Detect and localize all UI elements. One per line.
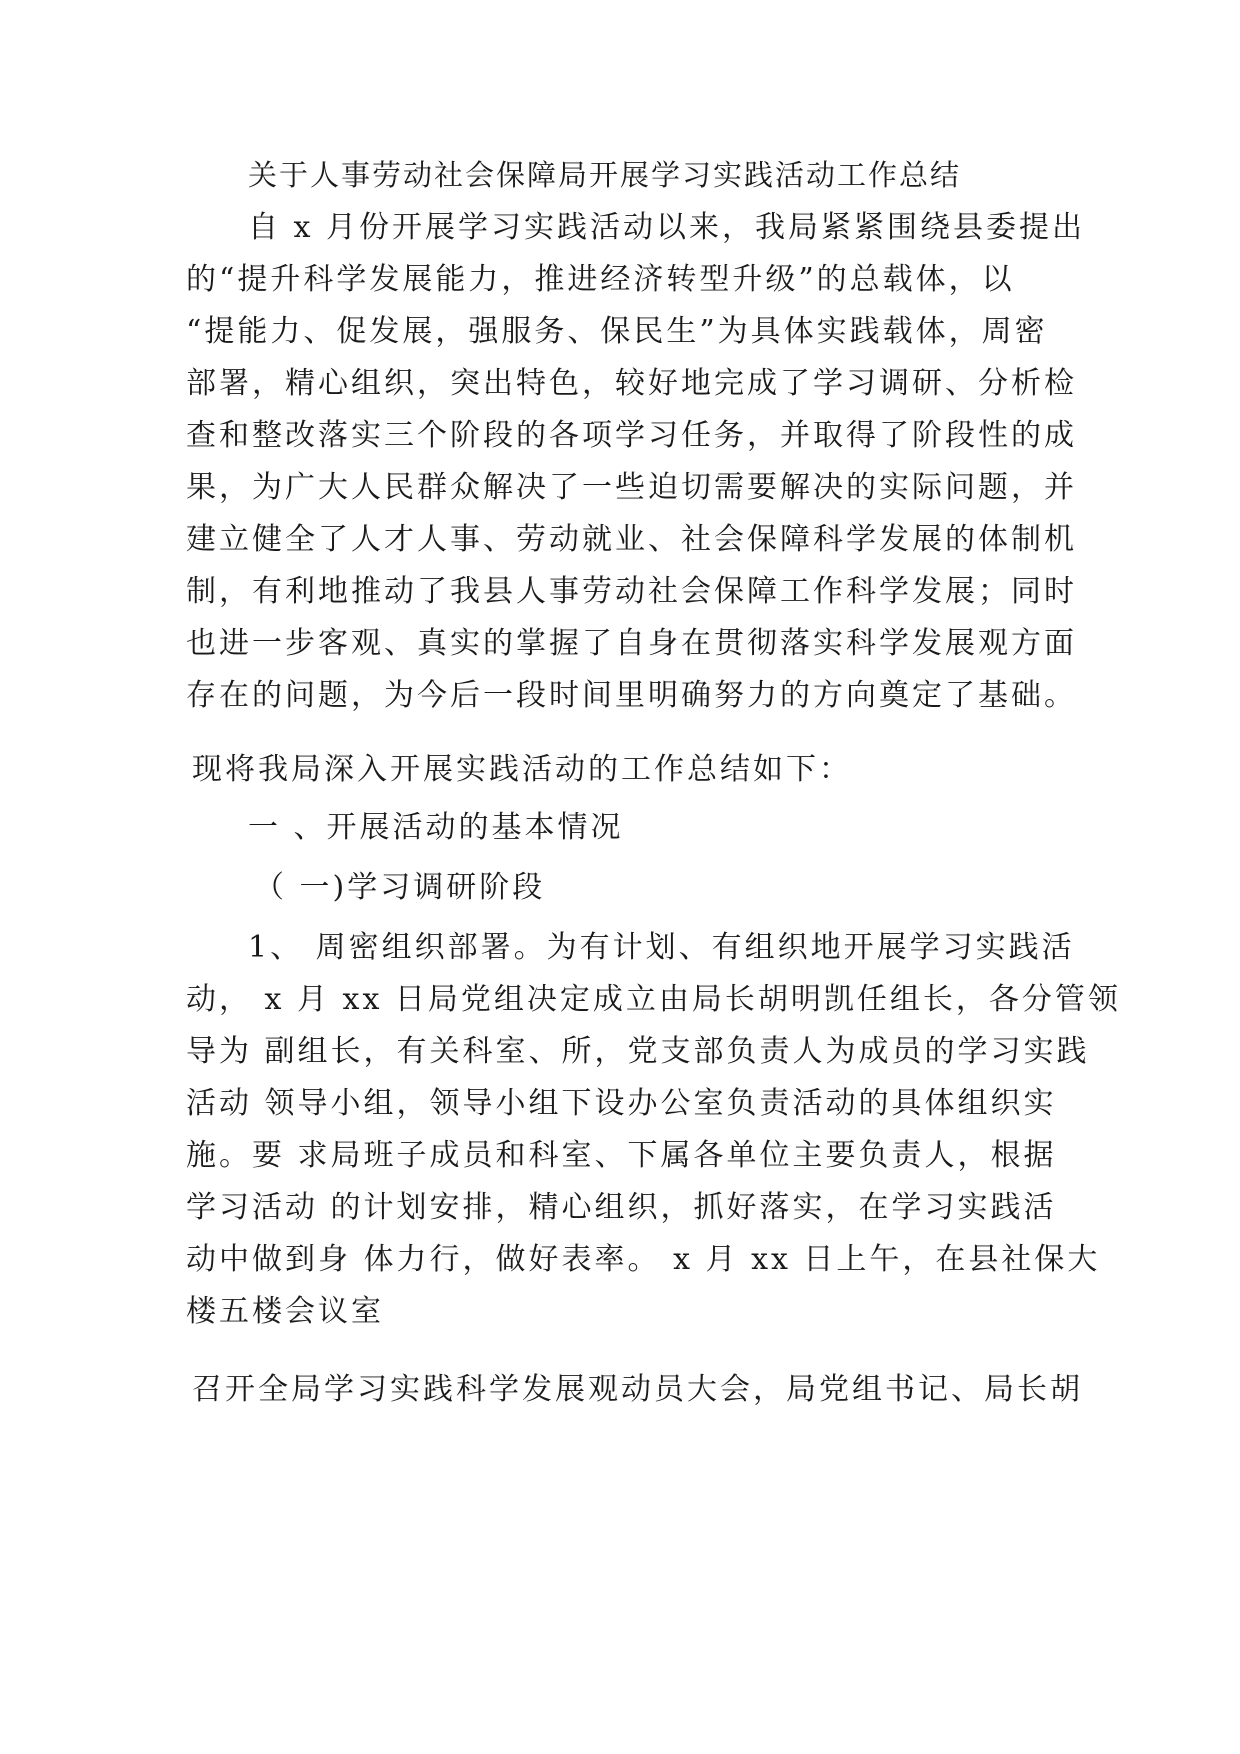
- paragraph1-line: 存在的问题，为今后一段时间里明确努力的方向奠定了基础。: [186, 678, 1077, 713]
- section-heading: 一 、开展活动的基本情况: [248, 810, 624, 845]
- document-title: 关于人事劳动社会保障局开展学习实践活动工作总结: [248, 158, 962, 192]
- paragraph2-line: 活动 领导小组，领导小组下设办公室负责活动的具体组织实: [186, 1086, 1057, 1121]
- paragraph1-line: “提能力、促发展，强服务、保民生”为具体实践载体，周密: [186, 314, 1048, 349]
- paragraph1-line: 的“提升科学发展能力，推进经济转型升级”的总载体，以: [186, 262, 1015, 297]
- paragraph2-line: 动中做到身 体力行，做好表率。 x 月 xx 日上午，在县社保大: [186, 1242, 1101, 1277]
- paragraph2-line: 导为 副组长，有关科室、所，党支部负责人为成员的学习实践: [186, 1034, 1090, 1069]
- paragraph1-line: 查和整改落实三个阶段的各项学习任务，并取得了阶段性的成: [186, 418, 1077, 453]
- paragraph1-line: 部署，精心组织，突出特色，较好地完成了学习调研、分析检: [186, 366, 1077, 401]
- subsection-heading: （ 一)学习调研阶段: [254, 870, 546, 905]
- paragraph2-line: 1、 周密组织部署。为有计划、有组织地开展学习实践活: [248, 930, 1075, 965]
- paragraph2-line: 楼五楼会议室: [186, 1294, 384, 1329]
- paragraph1-line: 果，为广大人民群众解决了一些迫切需要解决的实际问题，并: [186, 470, 1077, 505]
- paragraph2-line: 施。要 求局班子成员和科室、下属各单位主要负责人，根据: [186, 1138, 1057, 1173]
- paragraph2-line: 动， x 月 xx 日局党组决定成立由局长胡明凯任组长，各分管领: [186, 982, 1121, 1017]
- paragraph1-line: 也进一步客观、真实的掌握了自身在贯彻落实科学发展观方面: [186, 626, 1077, 661]
- paragraph1-line: 建立健全了人才人事、劳动就业、社会保障科学发展的体制机: [186, 522, 1077, 557]
- paragraph2-line: 学习活动 的计划安排，精心组织，抓好落实，在学习实践活: [186, 1190, 1057, 1225]
- paragraph3-line: 召开全局学习实践科学发展观动员大会，局党组书记、局长胡: [192, 1372, 1083, 1407]
- paragraph1-line: 自 x 月份开展学习实践活动以来，我局紧紧围绕县委提出: [248, 210, 1085, 245]
- paragraph1-line: 制，有利地推动了我县人事劳动社会保障工作科学发展；同时: [186, 574, 1077, 609]
- summary-intro: 现将我局深入开展实践活动的工作总结如下：: [192, 752, 852, 787]
